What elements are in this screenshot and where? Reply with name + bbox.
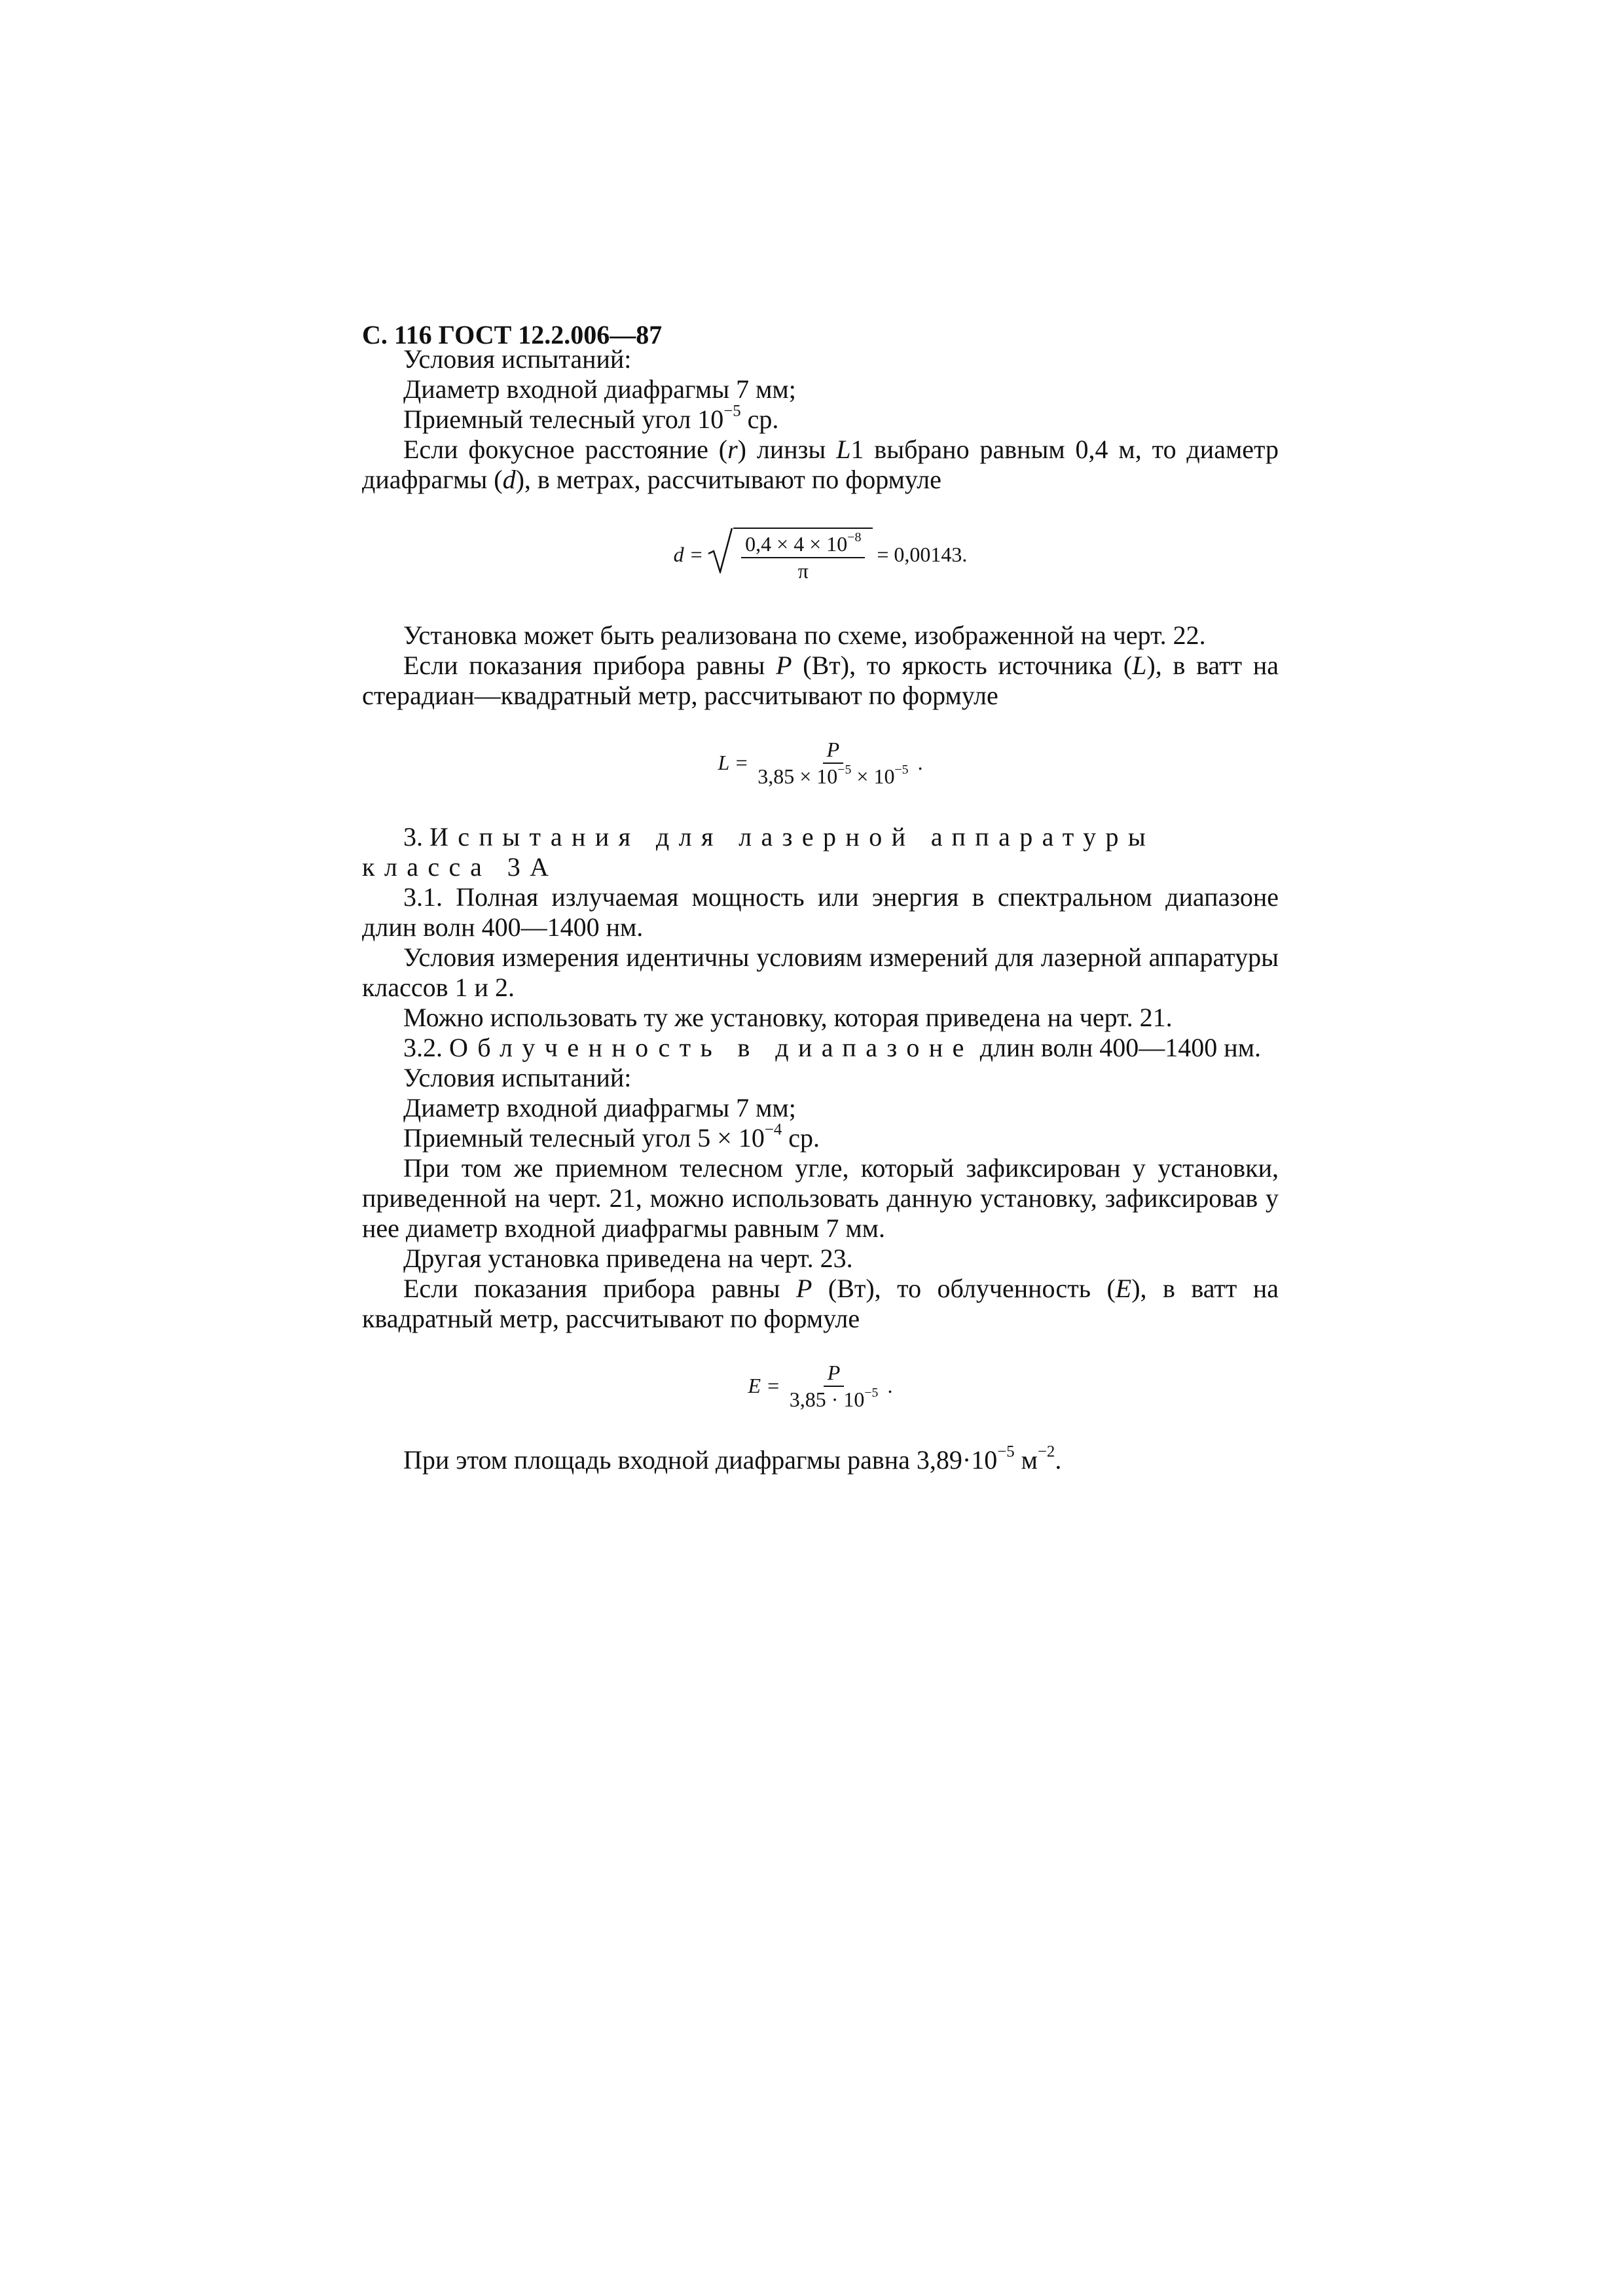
denominator-text: 3,85 × 10 xyxy=(757,764,838,788)
unit: м xyxy=(1014,1445,1038,1475)
variable: P xyxy=(776,651,792,680)
radical-icon xyxy=(707,528,733,573)
variable: r xyxy=(727,435,738,464)
section-title-rest: длин волн 400—1400 нм. xyxy=(973,1033,1262,1062)
fraction-denominator xyxy=(786,1387,883,1411)
section-3-heading xyxy=(362,822,1279,882)
text-run: 1 выбрано равным 0,4 м, то диаметр диафрагмы ( xyxy=(362,435,1279,494)
brightness-paragraph xyxy=(362,651,1279,711)
variable: E xyxy=(1115,1274,1132,1303)
section-3-2-heading xyxy=(362,1033,1279,1063)
formula-rhs: = 0,00143. xyxy=(877,543,968,567)
section-number: 3. xyxy=(403,822,423,852)
text-run: ) линзы xyxy=(737,435,837,464)
section-3-1: 3.1. Полная излучаемая мощность или энергия в спектральном диапазоне длин волн 400—1400 нм. xyxy=(362,882,1279,942)
denominator-text: × 10 xyxy=(851,764,895,788)
formula-lhs: L = xyxy=(718,751,749,775)
solid-angle-unit: ср. xyxy=(740,404,779,434)
solid-angle-exponent: −5 xyxy=(723,402,741,420)
text-run: Если фокусное расстояние ( xyxy=(403,435,728,464)
fraction-denominator xyxy=(754,764,912,788)
solid-angle-text: Приемный телесный угол 5 × 10 xyxy=(403,1123,765,1153)
section-number: 3.2. xyxy=(403,1033,443,1062)
exponent: −2 xyxy=(1037,1443,1055,1461)
aperture-diameter: Диаметр входной диафрагмы 7 мм; xyxy=(403,374,796,404)
formula-rhs: . xyxy=(887,1374,893,1398)
exponent: −5 xyxy=(997,1443,1015,1461)
formula-lhs: E = xyxy=(748,1374,780,1398)
text-run: Если показания прибора равны xyxy=(403,651,776,680)
aperture-diameter: Диаметр входной диафрагмы 7 мм; xyxy=(403,1093,796,1122)
numerator-exponent: −8 xyxy=(847,529,862,545)
text-run: ), в ватт на стерадиан—квадратный метр, рассчитывают по формуле xyxy=(362,651,1279,710)
fraction-denominator: π xyxy=(797,559,809,583)
punctuation: . xyxy=(1055,1445,1062,1475)
fraction-numerator xyxy=(741,529,865,558)
other-setup-paragraph: Другая установка приведена на черт. 23. xyxy=(403,1244,853,1273)
text-run: ), в метрах, рассчитывают по формуле xyxy=(515,465,941,494)
text-run: (Вт), то яркость источника ( xyxy=(792,651,1133,680)
solid-angle-exponent: −4 xyxy=(764,1121,782,1139)
solid-angle xyxy=(362,1123,1279,1153)
denominator-text: 3,85 · 10 xyxy=(789,1388,865,1411)
solid-angle xyxy=(362,404,1279,435)
same-angle-paragraph: При том же приемном телесном угле, который зафиксирован у установки, приведенной на черт. 21, можно использовать данную установку, зафиксировав у нее диаметр входной диафрагмы равным 7 мм. xyxy=(362,1153,1279,1243)
document-body xyxy=(362,344,1279,1475)
denominator-exponent: −5 xyxy=(894,762,909,778)
focal-length-paragraph xyxy=(362,435,1279,495)
section-title: Испытания для лазерной аппаратуры класса 3А xyxy=(362,822,1156,882)
formula-irradiance xyxy=(362,1359,1279,1414)
fraction xyxy=(754,738,912,788)
sqrt-sign xyxy=(707,528,873,583)
setup-paragraph: Установка может быть реализована по схеме, изображенной на черт. 22. xyxy=(403,620,1206,650)
formula-rhs: . xyxy=(917,751,923,775)
text-run: ), в ватт на квадратный метр, рассчитывают по формуле xyxy=(362,1274,1279,1333)
conditions-heading: Условия испытаний: xyxy=(403,344,632,374)
sqrt-body xyxy=(733,528,873,583)
fraction xyxy=(741,529,865,583)
text-run: (Вт), то облученность ( xyxy=(812,1274,1116,1303)
fraction-numerator: P xyxy=(823,738,844,764)
solid-angle-text: Приемный телесный угол 10 xyxy=(403,404,724,434)
text-run: При этом площадь входной диафрагмы равна 3,89·10 xyxy=(403,1445,998,1475)
text-run: Если показания прибора равны xyxy=(403,1274,796,1303)
formula-brightness xyxy=(362,736,1279,791)
variable: L xyxy=(836,435,851,464)
formula-diameter xyxy=(362,514,1279,596)
denominator-exponent: −5 xyxy=(864,1386,879,1401)
section-3-1-setup: Можно использовать ту же установку, которая приведена на черт. 21. xyxy=(403,1003,1173,1032)
fraction xyxy=(786,1361,883,1411)
denominator-exponent: −5 xyxy=(837,762,852,778)
variable: P xyxy=(795,1274,812,1303)
section-3-1-conditions: Условия измерения идентичны условиям измерений для лазерной аппаратуры классов 1 и 2. xyxy=(362,942,1279,1002)
formula-lhs: d = xyxy=(673,543,704,567)
page-header: С. 116 ГОСТ 12.2.006—87 xyxy=(362,320,663,350)
section-title: Облученность в диапазоне xyxy=(449,1033,974,1062)
solid-angle-unit: ср. xyxy=(782,1123,820,1153)
variable: L xyxy=(1132,651,1147,680)
fraction-numerator: P xyxy=(824,1361,845,1387)
aperture-area-paragraph xyxy=(362,1445,1279,1475)
variable: d xyxy=(502,465,516,494)
conditions-heading: Условия испытаний: xyxy=(403,1063,632,1092)
numerator-text: 0,4 × 4 × 10 xyxy=(745,531,848,556)
irradiance-paragraph xyxy=(362,1274,1279,1334)
